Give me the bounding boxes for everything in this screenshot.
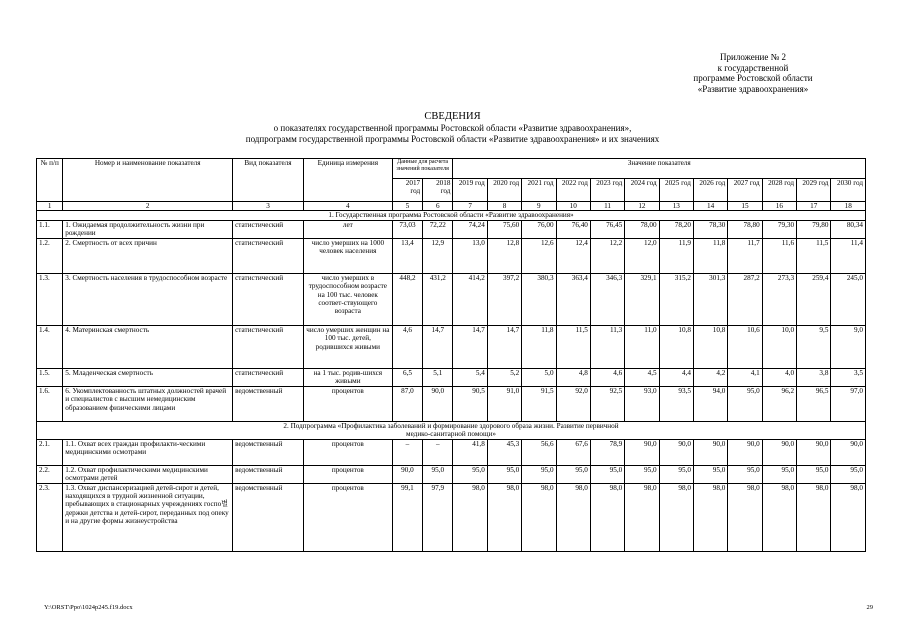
header-num: № п/п [37,159,63,202]
indicator-value: 90,0 [762,439,796,465]
indicator-value: 397,2 [487,273,521,325]
indicator-value: 14,7 [487,325,521,368]
indicator-value: 12,6 [522,238,556,273]
header-values: Значение показателя [453,159,866,179]
indicator-value: 96,2 [762,386,796,421]
table-row [37,273,866,325]
indicator-value: 90,0 [659,439,693,465]
indicator-value: 95,0 [487,465,521,483]
column-number: 7 [453,202,487,211]
year-header: 2024 год [625,178,659,201]
indicator-value: 98,0 [453,483,487,551]
indicator-value: 11,7 [728,238,762,273]
document-title [0,111,905,144]
indicator-unit: процентов [303,465,392,483]
indicator-value: 98,0 [556,483,590,551]
indicator-value: 95,0 [625,465,659,483]
indicator-value: 9,0 [831,325,866,368]
indicator-value: 96,5 [797,386,831,421]
indicator-name: 2. Смертность от всех причин [63,238,233,273]
indicator-value: 95,0 [590,465,624,483]
column-number: 13 [659,202,693,211]
indicator-type: статистический [233,273,304,325]
indicator-value: 273,3 [762,273,796,325]
page-number: 29 [866,604,873,611]
row-number: 2.2. [37,465,63,483]
indicator-type: статистический [233,238,304,273]
indicator-value: 90,0 [797,439,831,465]
indicator-value: 4,1 [728,368,762,386]
title-main: СВЕДЕНИЯ [424,111,481,122]
indicator-value: 74,24 [453,220,487,238]
indicator-value: 11,3 [590,325,624,368]
indicator-value: 97,9 [423,483,453,551]
indicator-value: 11,0 [625,325,659,368]
indicator-value: 11,8 [693,238,727,273]
indicator-value: 90,0 [423,386,453,421]
indicator-value: 95,0 [728,386,762,421]
indicator-unit: лет [303,220,392,238]
title-sub: о показателях государственной программы Ростовской области «Развитие здравоохранения», [273,123,632,133]
indicator-value: 4,6 [392,325,422,368]
indicator-value: 329,1 [625,273,659,325]
numbering-row [37,202,866,211]
indicator-value: 73,03 [392,220,422,238]
indicator-value: 9,5 [797,325,831,368]
table-row [37,220,866,238]
column-number: 15 [728,202,762,211]
indicator-value: 95,0 [762,465,796,483]
indicator-unit: процентов [303,439,392,465]
indicator-value: 4,2 [693,368,727,386]
indicator-unit: процентов [303,483,392,551]
column-number: 8 [487,202,521,211]
year-header: 2027 год [728,178,762,201]
table-row [37,238,866,273]
indicator-value: 12,8 [487,238,521,273]
indicator-value: 98,0 [762,483,796,551]
section-title: 2. Подпрограмма «Профилактика заболеваний и формирование здорового образа жизни. Развитие первичной медико-санитарной помощи» [37,421,866,439]
column-number: 5 [392,202,422,211]
indicator-name: 5. Младенческая смертность [63,368,233,386]
indicator-value: 72,22 [423,220,453,238]
indicator-value: 80,34 [831,220,866,238]
header-name: Номер и наименование показателя [63,159,233,202]
indicator-value: 95,0 [797,465,831,483]
table-row [37,439,866,465]
indicator-value: 4,5 [625,368,659,386]
indicator-value: 87,0 [392,386,422,421]
section-title: 1. Государственная программа Ростовской области «Развитие здравоохранения» [37,211,866,220]
indicator-value: 245,0 [831,273,866,325]
column-number: 11 [590,202,624,211]
indicator-value: 95,0 [453,465,487,483]
indicator-value: 75,60 [487,220,521,238]
header-row [37,159,866,179]
indicator-value: 431,2 [423,273,453,325]
indicator-value: 4,0 [762,368,796,386]
indicator-value: 95,0 [693,465,727,483]
indicator-value: 98,0 [590,483,624,551]
indicator-value: 41,8 [453,439,487,465]
indicator-value: 10,8 [693,325,727,368]
indicator-value: 78,9 [590,439,624,465]
indicator-value: 90,0 [392,465,422,483]
indicator-unit: на 1 тыс. родив-шихся живыми [303,368,392,386]
year-header: 2020 год [487,178,521,201]
header-base: Данные для расчета значений показателя [392,159,453,179]
row-number: 2.3. [37,483,63,551]
appendix-line: к государственной [717,62,789,73]
column-number: 2 [63,202,233,211]
indicator-value: 90,0 [625,439,659,465]
year-header: 2026 год [693,178,727,201]
indicator-value: 11,5 [556,325,590,368]
column-number: 17 [797,202,831,211]
indicator-value: 93,5 [659,386,693,421]
indicator-value: 11,4 [831,238,866,273]
indicator-value: 90,5 [453,386,487,421]
table-row [37,465,866,483]
row-number: 1.2. [37,238,63,273]
indicator-value: 91,0 [487,386,521,421]
indicator-value: 78,00 [625,220,659,238]
indicator-unit: число умерших женщин на 100 тыс. детей, родившихся живыми [303,325,392,368]
indicator-name: 4. Материнская смертность [63,325,233,368]
row-number: 1.1. [37,220,63,238]
indicator-value: 4,6 [590,368,624,386]
appendix-line: Приложение № 2 [720,52,786,62]
indicator-value: 78,30 [693,220,727,238]
indicator-name: 1. Ожидаемая продолжительность жизни при рождении [63,220,233,238]
indicator-type: ведомственный [233,483,304,551]
indicators-table [36,158,866,552]
indicator-value: 363,4 [556,273,590,325]
year-header: 2019 год [453,178,487,201]
indicator-value: 90,0 [693,439,727,465]
indicator-value: 95,0 [556,465,590,483]
column-number: 4 [303,202,392,211]
year-header: 2017 год [392,178,422,201]
indicator-value: 76,00 [522,220,556,238]
column-number: 1 [37,202,63,211]
indicator-value: 98,0 [693,483,727,551]
indicator-type: ведомственный [233,465,304,483]
column-number: 10 [556,202,590,211]
indicator-name: 1.2. Охват профилактическими медицинскими осмотрами детей [63,465,233,483]
indicator-unit: число умерших в трудоспособном возрасте на 100 тыс. человек соответ-ствующего возраста [303,273,392,325]
indicator-value: 98,0 [487,483,521,551]
indicator-value: 56,6 [522,439,556,465]
indicator-value: 95,0 [522,465,556,483]
indicator-value: 99,1 [392,483,422,551]
year-header: 2028 год [762,178,796,201]
indicator-value: 78,20 [659,220,693,238]
indicator-value: 91,5 [522,386,556,421]
indicator-value: 12,0 [625,238,659,273]
indicator-value: 10,6 [728,325,762,368]
appendix-line: программе Ростовской области [693,73,813,83]
indicator-value: 5,2 [487,368,521,386]
row-number: 1.4. [37,325,63,368]
table-row [37,386,866,421]
column-number: 3 [233,202,304,211]
year-header: 2021 год [522,178,556,201]
section-header-row [37,421,866,439]
year-header: 2025 год [659,178,693,201]
indicator-value: 90,0 [831,439,866,465]
indicator-name: 1.3. Охват диспансеризацией детей-сирот и детей, находящихся в трудной жизненной ситуации, пребывающих в стационарных учреждениях госпо별держки детства и детей-сирот, переданных под опеку и на другие формы жизнеустройства [63,483,233,551]
indicator-value: 95,0 [423,465,453,483]
indicator-value: 346,3 [590,273,624,325]
indicator-value: 5,4 [453,368,487,386]
indicator-value: 98,0 [728,483,762,551]
indicator-value: 5,0 [522,368,556,386]
row-number: 1.6. [37,386,63,421]
indicator-value: 4,4 [659,368,693,386]
indicator-value: 11,8 [522,325,556,368]
indicator-value: 287,2 [728,273,762,325]
indicator-name: 1.1. Охват всех граждан профилакти-ческими медицинскими осмотрами [63,439,233,465]
year-header: 2018 год [423,178,453,201]
column-number: 12 [625,202,659,211]
indicator-value: 11,5 [797,238,831,273]
year-header: 2029 год [797,178,831,201]
header-type: Вид показателя [233,159,304,202]
indicator-value: 12,4 [556,238,590,273]
indicator-value: 76,40 [556,220,590,238]
table-row [37,483,866,551]
indicator-value: 93,0 [625,386,659,421]
indicator-type: ведомственный [233,386,304,421]
section-header-row [37,211,866,220]
column-number: 14 [693,202,727,211]
table-row [37,368,866,386]
indicator-value: 11,9 [659,238,693,273]
year-header: 2030 год [831,178,866,201]
column-number: 18 [831,202,866,211]
indicator-unit: процентов [303,386,392,421]
indicator-value: 98,0 [831,483,866,551]
indicator-name: 3. Смертность населения в трудоспособном возрасте [63,273,233,325]
indicator-value: 95,0 [831,465,866,483]
row-number: 1.3. [37,273,63,325]
indicator-value: 6,5 [392,368,422,386]
indicator-value: 98,0 [625,483,659,551]
header-unit: Единица измерения [303,159,392,202]
indicator-value: 92,0 [556,386,590,421]
indicator-value: 67,6 [556,439,590,465]
table-row [37,325,866,368]
indicator-value: 79,80 [797,220,831,238]
indicator-value: 12,9 [423,238,453,273]
indicator-value: 76,45 [590,220,624,238]
indicator-type: ведомственный [233,439,304,465]
year-header: 2022 год [556,178,590,201]
indicator-value: 90,0 [728,439,762,465]
indicator-value: 95,0 [659,465,693,483]
indicator-value: 13,4 [392,238,422,273]
appendix-block [653,52,853,94]
row-number: 1.5. [37,368,63,386]
indicator-name: 6. Укомплектованность штатных должностей врачей и специалистов с высшим немедицинским образованием физическими лицами [63,386,233,421]
indicator-value: 98,0 [522,483,556,551]
row-number: 2.1. [37,439,63,465]
indicator-value: 95,0 [728,465,762,483]
indicator-value: 301,3 [693,273,727,325]
indicator-value: 14,7 [453,325,487,368]
indicator-value: 3,5 [831,368,866,386]
indicator-value: 45,3 [487,439,521,465]
indicator-value: 10,8 [659,325,693,368]
indicator-value: – [392,439,422,465]
indicator-type: статистический [233,325,304,368]
indicator-value: 414,2 [453,273,487,325]
title-sub: подпрограмм государственной программы Ростовской области «Развитие здравоохранения» и их значениях [245,133,660,144]
indicator-value: 92,5 [590,386,624,421]
indicator-value: – [423,439,453,465]
column-number: 16 [762,202,796,211]
indicator-type: статистический [233,220,304,238]
indicator-value: 78,80 [728,220,762,238]
indicator-value: 10,0 [762,325,796,368]
indicator-value: 79,30 [762,220,796,238]
indicator-value: 448,2 [392,273,422,325]
indicator-value: 315,2 [659,273,693,325]
indicator-type: статистический [233,368,304,386]
indicator-value: 13,0 [453,238,487,273]
year-header: 2023 год [590,178,624,201]
indicator-value: 4,8 [556,368,590,386]
indicator-value: 97,0 [831,386,866,421]
indicator-value: 380,3 [522,273,556,325]
footer-path: Y:\ORST\Ppo\1024p245.f19.docx [44,604,133,611]
indicator-value: 98,0 [659,483,693,551]
indicator-value: 94,0 [693,386,727,421]
indicator-value: 259,4 [797,273,831,325]
column-number: 6 [423,202,453,211]
indicator-value: 5,1 [423,368,453,386]
indicator-value: 12,2 [590,238,624,273]
indicator-value: 11,6 [762,238,796,273]
indicator-value: 98,0 [797,483,831,551]
indicator-value: 14,7 [423,325,453,368]
indicator-value: 3,8 [797,368,831,386]
appendix-line: «Развитие здравоохранения» [697,83,809,94]
column-number: 9 [522,202,556,211]
indicator-unit: число умерших на 1000 человек населения [303,238,392,273]
